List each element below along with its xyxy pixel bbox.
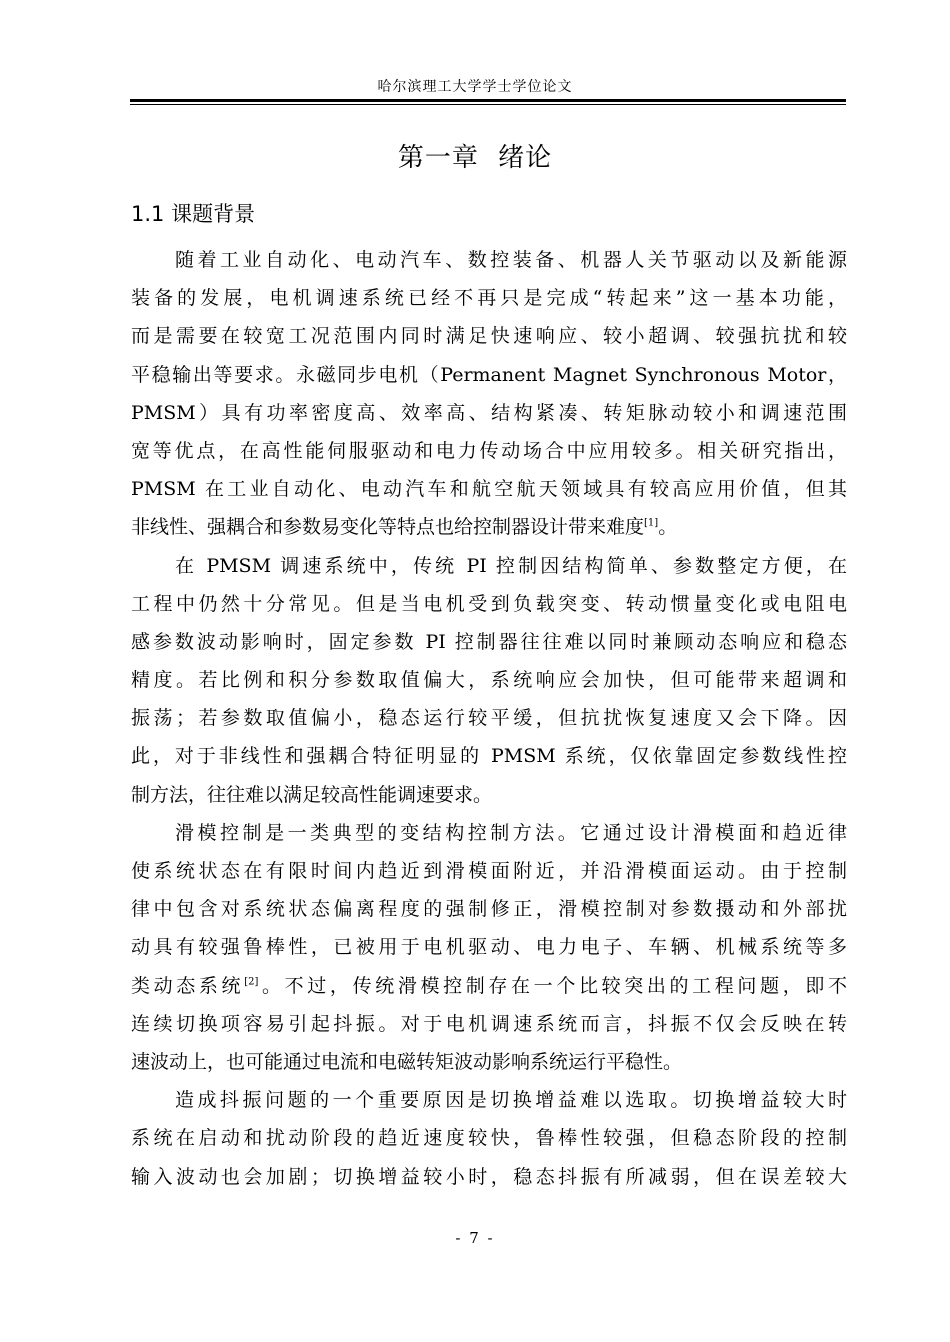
paragraph-1-line: PMSM 在工业自动化、电动汽车和航空航天领域具有较高应用价值，但其 bbox=[131, 478, 847, 501]
paragraph-4-line: 造成抖振问题的一个重要原因是切换增益难以选取。切换增益较大时 bbox=[175, 1089, 847, 1112]
paragraph-3-line: 律中包含对系统状态偏离程度的强制修正，滑模控制对参数摄动和外部扰 bbox=[131, 898, 847, 921]
paragraph-1-text: 非线性、强耦合和参数易变化等特点也给控制器设计带来难度 bbox=[131, 516, 645, 539]
paragraph-2-line: 感参数波动影响时，固定参数 PI 控制器往往难以同时兼顾动态响应和稳态 bbox=[131, 630, 847, 653]
body-text bbox=[131, 241, 847, 1196]
paragraph-3-line: 连续切换项容易引起抖振。对于电机调速系统而言，抖振不仅会反映在转 bbox=[131, 1012, 847, 1035]
paragraph-2-line: 在 PMSM 调速系统中，传统 PI 控制因结构简单、参数整定方便，在 bbox=[175, 554, 847, 577]
paragraph-4-line: 输入波动也会加剧；切换增益较小时，稳态抖振有所减弱，但在误差较大 bbox=[131, 1165, 847, 1188]
header-rule-thick bbox=[130, 99, 846, 102]
paragraph-3-text: 。不过，传统滑模控制存在一个比较突出的工程问题，即不 bbox=[258, 974, 847, 997]
paragraph-2-line: 此，对于非线性和强耦合特征明显的 PMSM 系统，仅依靠固定参数线性控 bbox=[131, 745, 847, 768]
running-header: 哈尔滨理工大学学士学位论文 bbox=[377, 79, 573, 95]
paragraph-3-line: 使系统状态在有限时间内趋近到滑模面附近，并沿滑模面运动。由于控制 bbox=[131, 860, 847, 882]
paragraph-1-line: PMSM）具有功率密度高、效率高、结构紧凑、转矩脉动较小和调速范围 bbox=[131, 401, 847, 424]
paragraph-1-line: 而是需要在较宽工况范围内同时满足快速响应、较小超调、较强抗扰和较 bbox=[131, 325, 847, 348]
paragraph-1-line: 装备的发展，电机调速系统已经不再只是完成“转起来”这一基本功能， bbox=[131, 287, 847, 310]
chapter-title: 第一章 绪论 bbox=[397, 143, 553, 173]
header-double-rule bbox=[130, 99, 846, 106]
paragraph-1-line: 随着工业自动化、电动汽车、数控装备、机器人关节驱动以及新能源 bbox=[175, 249, 847, 271]
paragraph-2-line: 工程中仍然十分常见。但是当电机受到负载突变、转动惯量变化或电阻电 bbox=[131, 592, 847, 615]
paragraph-4-line: 系统在启动和扰动阶段的趋近速度较快，鲁棒性较强，但稳态阶段的控制 bbox=[131, 1127, 847, 1150]
section-heading: 1.1 课题背景 bbox=[131, 202, 256, 226]
paragraph-1-text: 。 bbox=[658, 516, 678, 539]
citation-ref-1: [1] bbox=[644, 517, 659, 529]
paragraph-1-line: 宽等优点，在高性能伺服驱动和电力传动场合中应用较多。相关研究指出， bbox=[131, 439, 847, 462]
paragraph-2-line: 精度。若比例和积分参数取值偏大，系统响应会加快，但可能带来超调和 bbox=[131, 669, 847, 692]
paragraph-3-line: 动具有较强鲁棒性，已被用于电机驱动、电力电子、车辆、机械系统等多 bbox=[131, 936, 847, 959]
header-rule-thin bbox=[130, 104, 846, 105]
paragraph-3-line: 滑模控制是一类典型的变结构控制方法。它通过设计滑模面和趋近律 bbox=[175, 821, 847, 844]
paragraph-1-line: 平稳输出等要求。永磁同步电机（Permanent Magnet Synchronous Motor， bbox=[131, 363, 847, 386]
paragraph-3-ref-line bbox=[131, 967, 847, 1005]
citation-ref-2: [2] bbox=[244, 976, 259, 988]
paragraph-1-last-line bbox=[131, 508, 847, 546]
paragraph-2-line: 振荡；若参数取值偏小，稳态运行较平缓，但抗扰恢复速度又会下降。因 bbox=[131, 707, 847, 730]
page-number: - 7 - bbox=[455, 1229, 495, 1247]
paragraph-3-text: 类动态系统 bbox=[131, 974, 245, 997]
paragraph-3-line: 速波动上，也可能通过电流和电磁转矩波动影响系统运行平稳性。 bbox=[131, 1050, 683, 1073]
paragraph-2-line: 制方法，往往难以满足较高性能调速要求。 bbox=[131, 783, 493, 806]
